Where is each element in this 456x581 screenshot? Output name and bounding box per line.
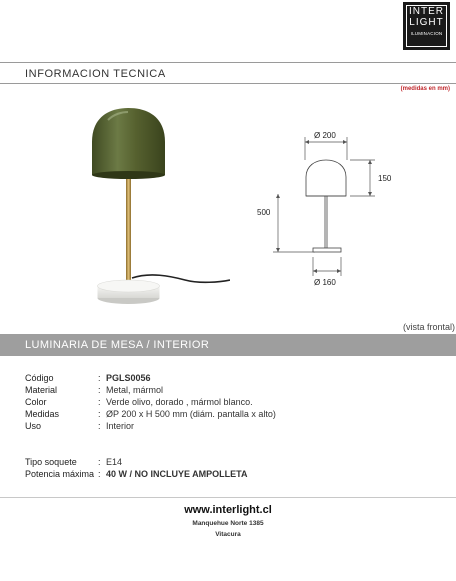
footer-divider: [0, 497, 456, 498]
spec-label-socket: Tipo soquete: [25, 457, 77, 467]
website-link[interactable]: www.interlight.cl: [184, 504, 272, 516]
dim-total-height: 500: [257, 208, 271, 217]
logo-line-1: INTER: [409, 6, 444, 17]
spec-value-use: Interior: [106, 421, 135, 431]
technical-drawing: [255, 125, 405, 295]
spec-sep: :: [98, 397, 101, 407]
spec-value-code: PGLS0056: [106, 373, 151, 383]
dim-base-diameter: Ø 160: [314, 278, 336, 287]
spec-label-material: Material: [25, 385, 58, 395]
dim-shade-height: 150: [378, 174, 392, 183]
spec-value-color: Verde olivo, dorado , mármol blanco.: [106, 397, 253, 407]
spec-value-socket: E14: [106, 457, 123, 467]
top-divider: [0, 62, 456, 63]
lamp-photo: [80, 100, 230, 310]
spec-label-use: Uso: [25, 421, 42, 431]
city: Vitacura: [215, 531, 241, 538]
spec-sep: :: [98, 469, 101, 479]
title-divider: [0, 83, 456, 84]
spec-value-dimensions: ØP 200 x H 500 mm (diám. pantalla x alto): [106, 409, 276, 419]
spec-sep: :: [98, 385, 101, 395]
logo-frame: [406, 5, 447, 47]
spec-sep: :: [98, 457, 101, 467]
spec-label-code: Código: [25, 373, 54, 383]
address: Manquehue Norte 1385: [192, 520, 264, 527]
spec-sep: :: [98, 373, 101, 383]
section-title: INFORMACION TECNICA: [25, 68, 166, 80]
category-title: LUMINARIA DE MESA / INTERIOR: [25, 339, 210, 351]
spec-sep: :: [98, 409, 101, 419]
logo-line-3: ILUMINACION: [410, 31, 443, 36]
dim-shade-diameter: Ø 200: [314, 131, 336, 140]
spec-label-power: Potencia máxima: [25, 469, 95, 479]
spec-value-material: Metal, mármol: [106, 385, 164, 395]
logo-line-2: LIGHT: [409, 17, 444, 28]
spec-sep: :: [98, 421, 101, 431]
view-label: (vista frontal): [402, 322, 455, 332]
spec-label-dimensions: Medidas: [25, 409, 60, 419]
spec-label-color: Color: [25, 397, 47, 407]
units-note: (medidas en mm): [400, 86, 450, 92]
spec-value-power: 40 W / NO INCLUYE AMPOLLETA: [106, 469, 248, 479]
